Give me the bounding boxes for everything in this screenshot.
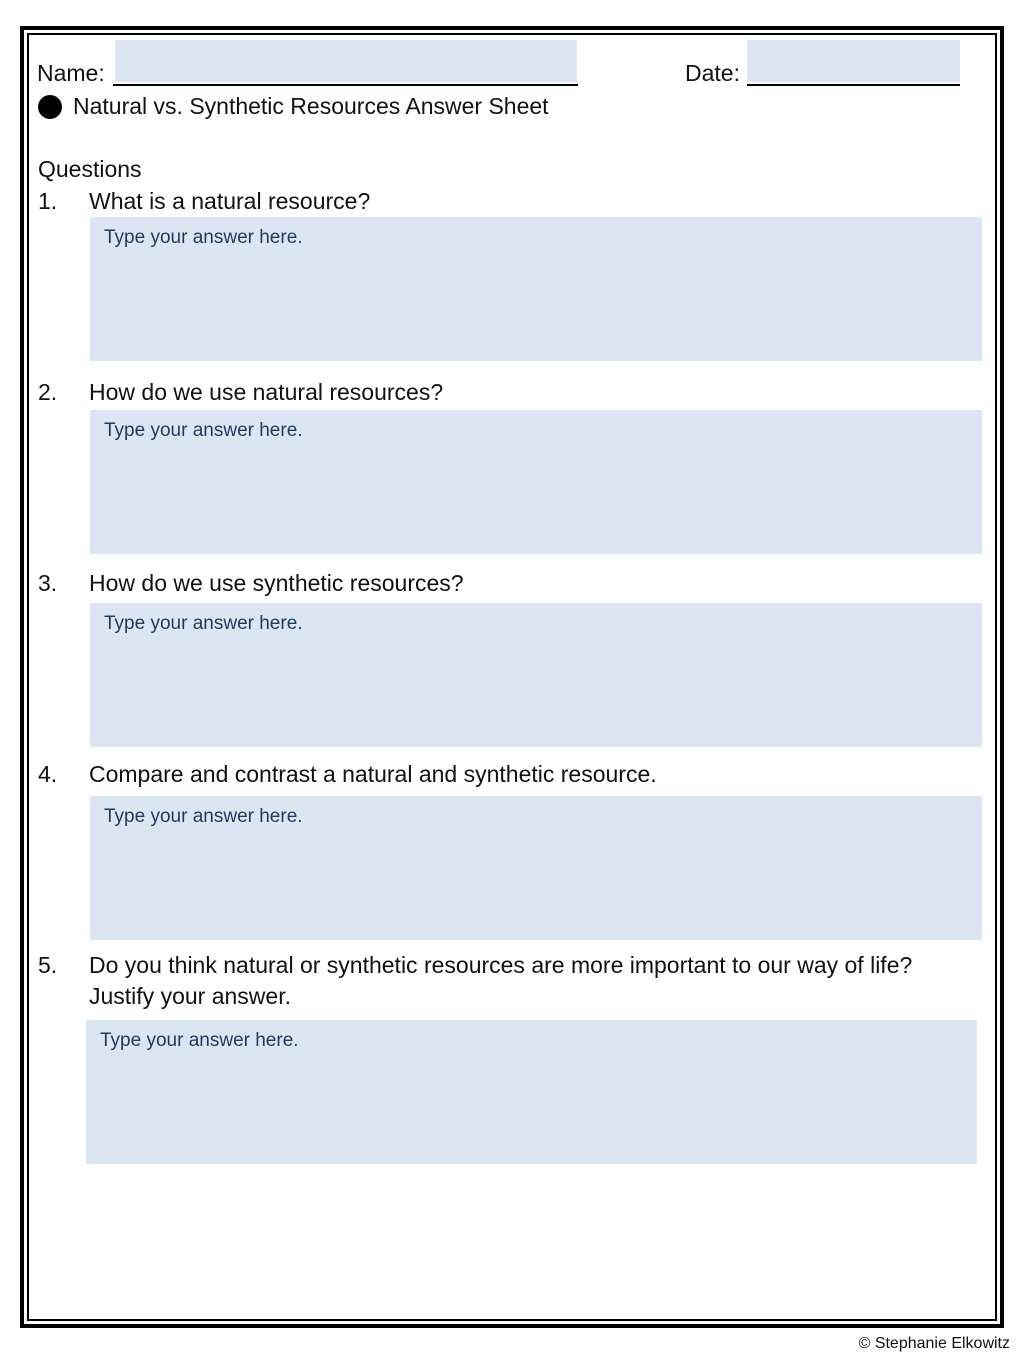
- questions-heading: Questions: [38, 156, 142, 182]
- date-field[interactable]: [747, 40, 960, 82]
- question-text: How do we use synthetic resources?: [89, 570, 464, 596]
- name-field[interactable]: [115, 40, 577, 82]
- date-underline: [747, 84, 960, 86]
- answer-box-5[interactable]: [86, 1020, 977, 1164]
- question-text: What is a natural resource?: [89, 188, 371, 214]
- bullet-icon: [38, 95, 62, 119]
- answer-box-3[interactable]: [90, 603, 982, 747]
- question-number: 5.: [38, 952, 58, 978]
- question-text: How do we use natural resources?: [89, 379, 444, 405]
- answer-box-2[interactable]: [90, 410, 982, 554]
- answer-box-4[interactable]: [90, 796, 982, 940]
- copyright-text: © Stephanie Elkowitz: [858, 1335, 1010, 1352]
- question-text: Do you think natural or synthetic resources are more important to our way of life? Justify your answer.: [89, 952, 913, 1010]
- question-number: 3.: [38, 570, 58, 596]
- title-row: [38, 93, 549, 120]
- page-title: Natural vs. Synthetic Resources Answer Sheet: [73, 93, 549, 119]
- question-text: Compare and contrast a natural and synthetic resource.: [89, 761, 657, 787]
- name-underline: [113, 84, 578, 86]
- question-number: 1.: [38, 188, 58, 214]
- question-number: 4.: [38, 761, 58, 787]
- date-label: Date:: [685, 60, 740, 86]
- question-number: 2.: [38, 379, 58, 405]
- name-label: Name:: [37, 60, 105, 86]
- answer-box-1[interactable]: [90, 217, 982, 361]
